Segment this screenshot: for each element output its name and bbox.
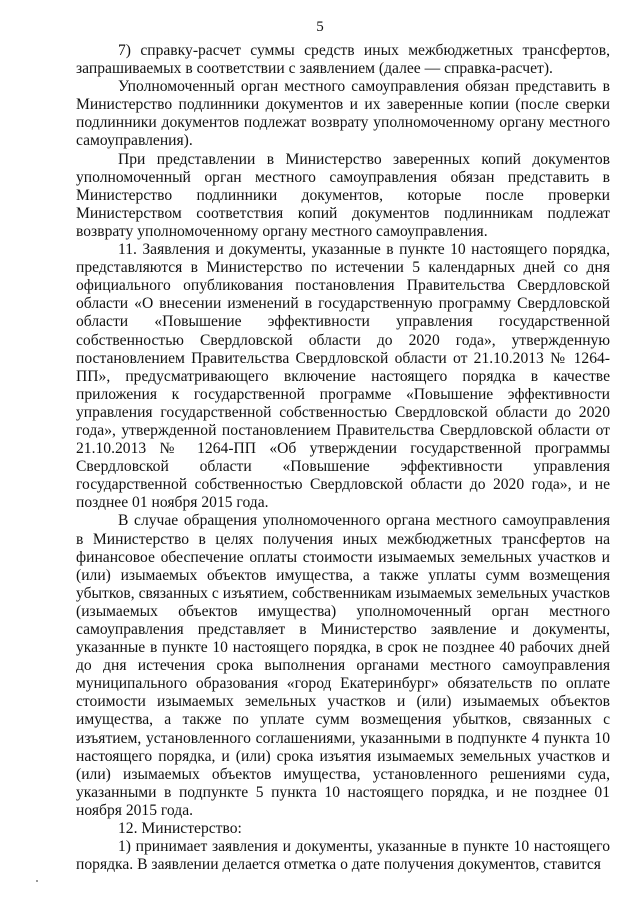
paragraph-clause-12-item-1: 1) принимает заявления и документы, указанные в пункте 10 настоящего порядка. В заявлении делается отметка о дате получения документов, ставится [76,838,610,874]
scan-mark [36,880,38,882]
paragraph-originals-obligation: Уполномоченный орган местного самоуправления обязан представить в Министерство подлинники документов и их заверенные копии (после сверки подлинники документов подлежат возврату уполномоченному органу местного самоуправления). [76,78,610,150]
paragraph-item-7: 7) справку-расчет суммы средств иных межбюджетных трансфертов, запрашиваемых в соответствии с заявлением (далее — справка-расчет). [76,42,610,78]
paragraph-transfer-request: В случае обращения уполномоченного органа местного самоуправления в Министерство в целях получения иных межбюджетных трансфертов на финансовое обеспечение оплаты стоимости изымаемых земельных участков и (или) изымаемых объектов имущества, а также уплаты сумм возмещения убытков, связанных с изъятием, собственникам изымаемых земельных участков (изымаемых объектов имущества) уполномоченный орган местного самоуправления представляет в Министерство заявление и документы, указанные в пункте 10 настоящего порядка, в срок не позднее 40 рабочих дней до дня истечения срока выполнения органами местного самоуправления муниципального образования «город Екатеринбург» обязательств по оплате стоимости изымаемых земельных участков и (или) изымаемых объектов имущества, а также по уплате сумм возмещения убытков, связанных с изъятием, установленного соглашениями, указанными в подпункте 4 пункта 10 настоящего порядка, и (или) срока изъятия изымаемых земельных участков и (или) изымаемых объектов имущества, установленного решениями суда, указанными в подпункте 5 пункта 10 настоящего порядка, и не позднее 01 ноября 2015 года. [76,512,610,819]
paragraph-clause-11: 11. Заявления и документы, указанные в пункте 10 настоящего порядка, представляются в Министерство по истечении 5 календарных дней со дня официального опубликования постановления Правительства Свердловской области «О внесении изменений в государственную программу Свердловской области «Повышение эффективности управления государственной собственностью Свердловской области до 2020 года», утвержденную постановлением Правительства Свердловской области от 21.10.2013 № 1264-ПП», предусматривающего включение настоящего порядка в качестве приложения к государственной программе «Повышение эффективности управления государственной собственностью Свердловской области до 2020 года», утвержденной постановлением Правительства Свердловской области от 21.10.2013 № 1264-ПП «Об утверждении государственной программы Свердловской области «Повышение эффективности управления государственной собственностью Свердловской области до 2020 года», и не позднее 01 ноября 2015 года. [76,241,610,512]
paragraph-clause-12: 12. Министерство: [118,820,242,838]
paragraph-certified-copies: При представлении в Министерство заверенных копий документов уполномоченный орган местного самоуправления обязан представить в Министерство подлинники документов, которые после проверки Министерством соответствия копий документов подлинникам подлежат возврату уполномоченному органу местного самоуправления. [76,150,610,240]
document-body [76,42,610,874]
page-number: 5 [316,19,324,35]
